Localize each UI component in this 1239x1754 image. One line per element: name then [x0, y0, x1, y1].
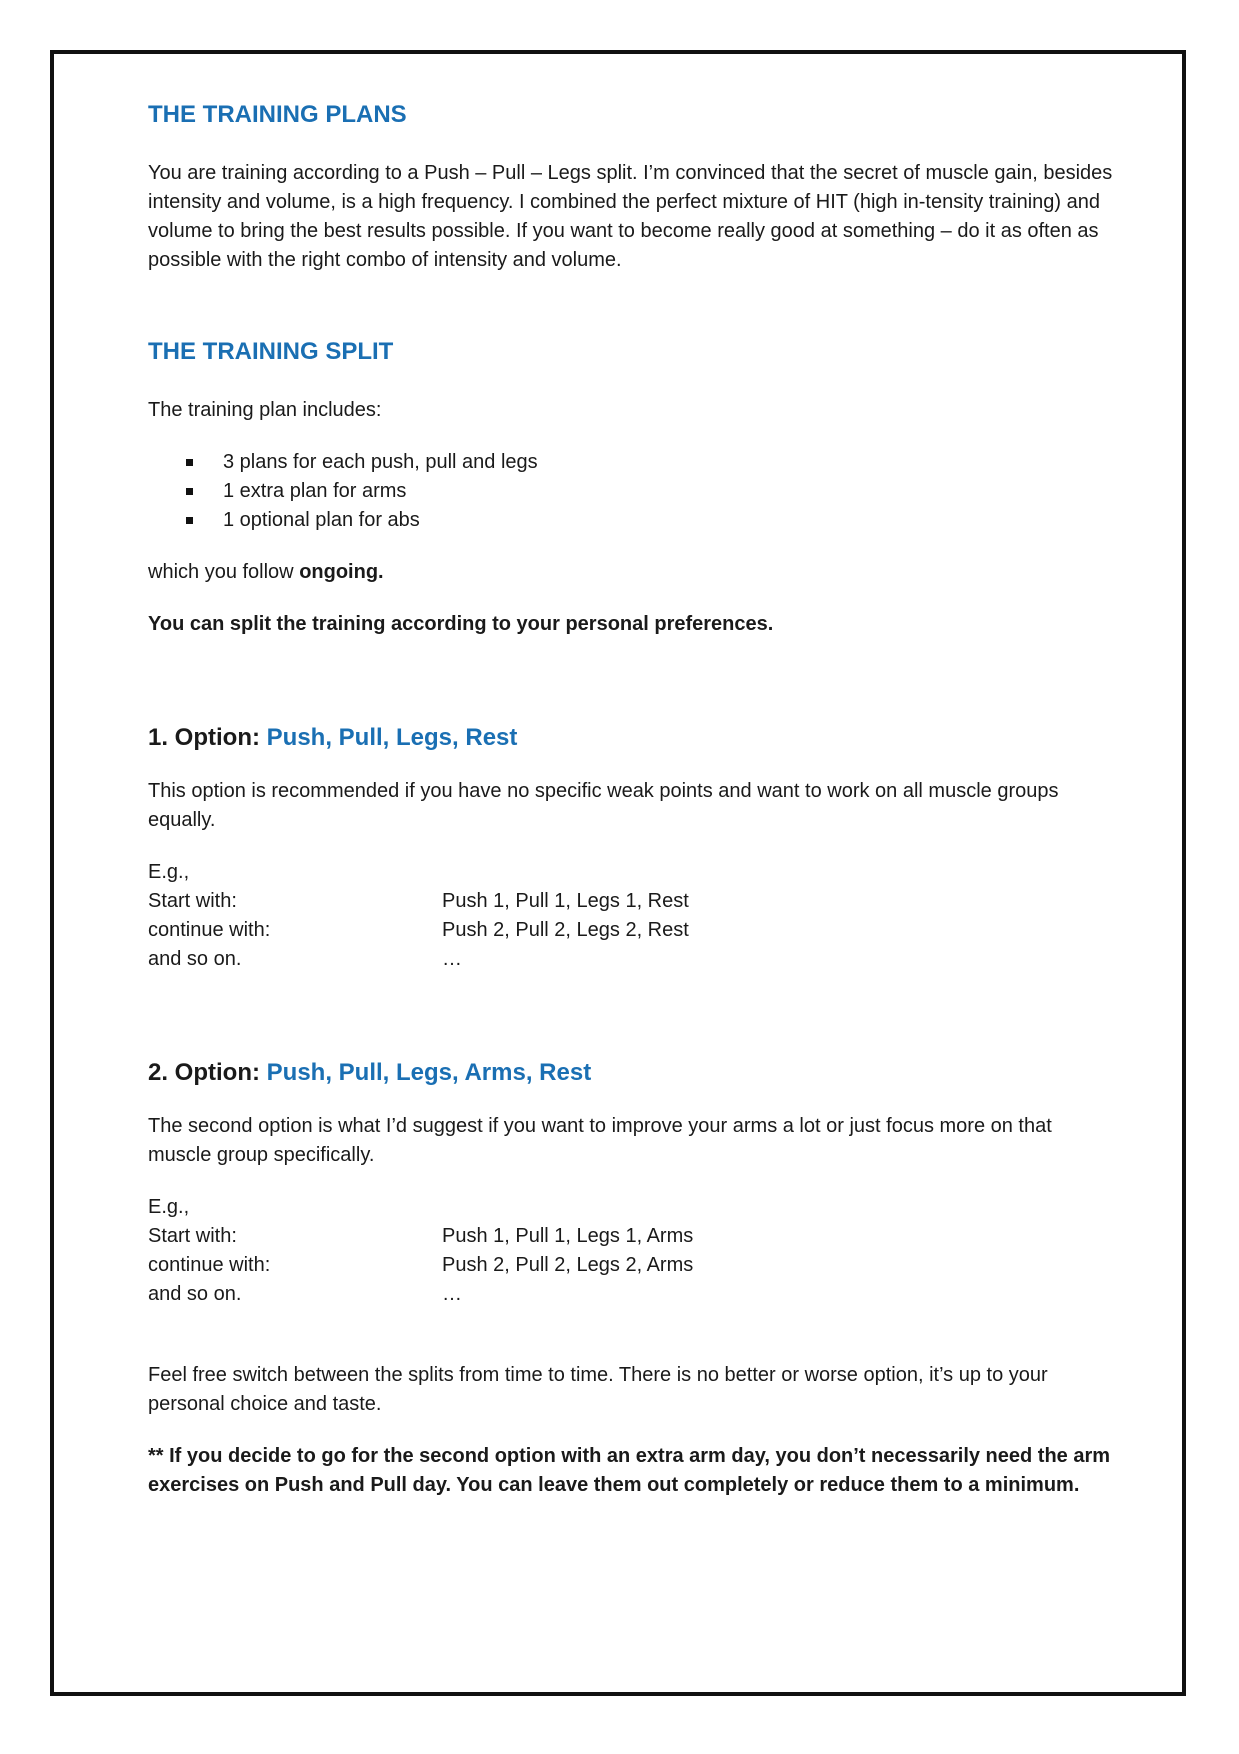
option-2-row: continue with: Push 2, Pull 2, Legs 2, Arms [148, 1254, 694, 1276]
split-preference-note: You can split the training according to your personal preferences. [148, 613, 774, 635]
option-2-eg: E.g., [148, 1196, 190, 1218]
option-1-heading: 1. Option: Push, Pull, Legs, Rest [148, 724, 518, 751]
heading-training-split: THE TRAINING SPLIT [148, 338, 394, 365]
heading-training-plans: THE TRAINING PLANS [148, 101, 407, 128]
bullet-square-icon [186, 517, 193, 524]
option-1-row: and so on. … [148, 948, 462, 970]
follow-ongoing-text: which you follow ongoing. [148, 561, 384, 583]
document-content [148, 100, 1138, 1500]
closing-note: Feel free switch between the splits from time to time. There is no better or worse option, it’s up to your personal choice and taste. [148, 1364, 1048, 1415]
arm-day-warning: ** If you decide to go for the second option with an extra arm day, you don’t necessarily need the arm exercises on Push and Pull day. You can leave them out completely or reduce them to a minimum. [148, 1445, 1111, 1496]
option-1-title: Push, Pull, Legs, Rest [266, 724, 518, 751]
list-item: 3 plans for each push, pull and legs [186, 448, 1138, 477]
plan-list [148, 448, 1138, 535]
training-split-intro: The training plan includes: [148, 399, 382, 421]
ongoing-emphasis: ongoing. [299, 561, 384, 583]
option-2-title: Push, Pull, Legs, Arms, Rest [266, 1059, 592, 1086]
bullet-square-icon [186, 459, 193, 466]
option-2-description: The second option is what I’d suggest if you want to improve your arms a lot or just focus more on that muscle group specifically. [148, 1115, 1052, 1166]
option-1-description: This option is recommended if you have no specific weak points and want to work on all muscle groups equally. [148, 780, 1059, 831]
option-2-heading: 2. Option: Push, Pull, Legs, Arms, Rest [148, 1059, 592, 1086]
option-2-row: Start with: Push 1, Pull 1, Legs 1, Arms [148, 1225, 694, 1247]
option-1-eg: E.g., [148, 861, 190, 883]
training-plans-body: You are training according to a Push – Pull – Legs split. I’m convinced that the secret of muscle gain, besides intensity and volume, is a high frequency. I combined the perfect mixture of HIT (high in-tensity training) and volume to bring the best results possible. If you want to become really good at something – do it as often as possible with the right combo of intensity and volume. [148, 162, 1113, 271]
option-2-row: and so on. … [148, 1283, 462, 1305]
list-item: 1 optional plan for abs [186, 506, 1138, 535]
bullet-square-icon [186, 488, 193, 495]
option-1-row: Start with: Push 1, Pull 1, Legs 1, Rest [148, 890, 689, 912]
list-item: 1 extra plan for arms [186, 477, 1138, 506]
option-1-row: continue with: Push 2, Pull 2, Legs 2, Rest [148, 919, 689, 941]
